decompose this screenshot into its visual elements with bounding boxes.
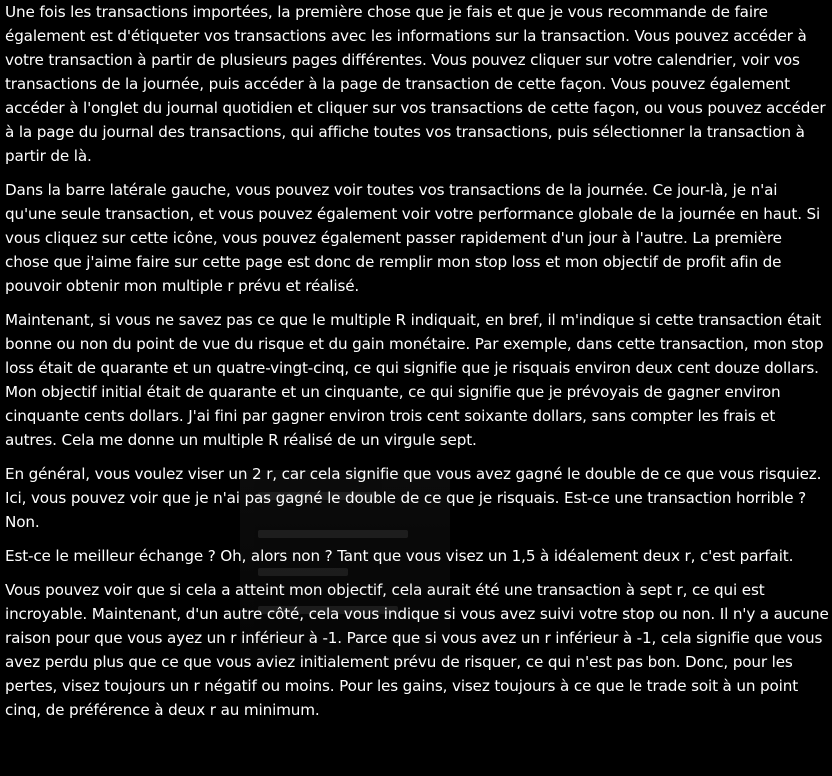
paragraph-import: Une fois les transactions importées, la première chose que je fais et que je vous recommande de faire également est d'étiqueter vos transactions avec les informations sur la transaction. Vous pouvez accéder à votre transaction à partir de plusieurs pages différentes. Vous pouvez cliquer sur votre calendrier, voir vos transactions de la journée, puis accéder à la page de transaction de cette façon. Vous pouvez également accéder à l'onglet du journal quotidien et cliquer sur vos transactions de cette façon, ou vous pouvez accéder à la page du journal des transactions, qui affiche toutes vos transactions, puis sélectionner la transaction à partir de là. <box>5 3 826 165</box>
paragraph-stop-rules: Vous pouvez voir que si cela a atteint mon objectif, cela aurait été une transaction à sept r, ce qui est incroyable. Maintenant, d'un autre côté, cela vous indique si vous avez suivi votre stop ou non. Il n'y a aucune raison pour que vous ayez un r inférieur à -1. Parce que si vous avez un r inférieur à -1, cela signifie que vous avez perdu plus que ce que vous aviez initialement prévu de risquer, ce qui n'est pas bon. Donc, pour les pertes, visez toujours un r négatif ou moins. Pour les gains, visez toujours à ce que le trade soit à un point cinq, de préférence à deux r au minimum. <box>5 581 829 719</box>
transcript-text <box>5 0 830 732</box>
paragraph-r-multiple: Maintenant, si vous ne savez pas ce que le multiple R indiquait, en bref, il m'indique si cette transaction était bonne ou non du point de vue du risque et du gain monétaire. Par exemple, dans cette transaction, mon stop loss était de quarante et un quatre-vingt-cinq, ce qui signifie que je risquais environ deux cent douze dollars. Mon objectif initial était de quarante et un cinquante, ce qui signifie que je prévoyais de gagner environ cinquante cents dollars. J'ai fini par gagner environ trois cent soixante dollars, sans compter les frais et autres. Cela me donne un multiple R réalisé de un virgule sept. <box>5 311 824 449</box>
paragraph-best-trade: Est-ce le meilleur échange ? Oh, alors non ? Tant que vous visez un 1,5 à idéalement deux r, c'est parfait. <box>5 547 794 565</box>
paragraph-sidebar: Dans la barre latérale gauche, vous pouvez voir toutes vos transactions de la journée. Ce jour-là, je n'ai qu'une seule transaction, et vous pouvez également voir votre performance globale de la journée en haut. Si vous cliquez sur cette icône, vous pouvez également passer rapidement d'un jour à l'autre. La première chose que j'aime faire sur cette page est donc de remplir mon stop loss et mon objectif de profit afin de pouvoir obtenir mon multiple r prévu et réalisé. <box>5 181 821 295</box>
paragraph-target-2r: En général, vous voulez viser un 2 r, car cela signifie que vous avez gagné le double de ce que vous risquiez. Ici, vous pouvez voir que je n'ai pas gagné le double de ce que je risquais. Est-ce une transaction horrible ? Non. <box>5 465 822 531</box>
